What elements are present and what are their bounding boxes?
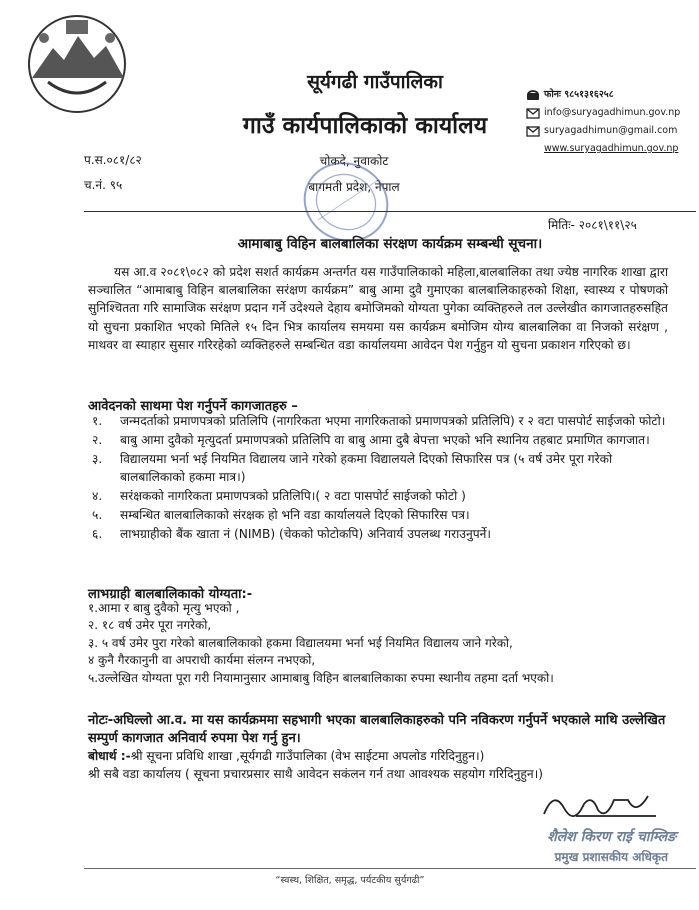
email-secondary[interactable]: suryagadhimun@gmail.com <box>544 125 678 136</box>
reference-block <box>84 148 142 198</box>
list-item: ३. ५ वर्ष उमेर पुरा गरेको बालबालिकाको हकमा विद्यालयमा भर्ना भई नियमित विद्यालय जाने गरेको, <box>88 635 513 650</box>
eligibility-heading: लाभग्राही बालबालिकाको योग्यता:- <box>88 587 253 602</box>
website-link[interactable]: www.suryagadhimun.gov.np <box>544 143 679 154</box>
phone-number: फोनः ९८५१३१६२५८ <box>544 89 614 100</box>
address-line1: चोकदे, नुवाकोट <box>319 154 389 168</box>
list-item: ४ कुनै गैरकानुनी वा अपराधी कार्यमा संलग्न नभएको, <box>88 653 316 668</box>
address-line2: बागमती प्रदेश, नेपाल <box>308 180 400 194</box>
dispatch-no: च.नं. ९५ <box>84 178 123 192</box>
list-item: ५.उल्लेखित योग्यता पूरा गरी नियामानुसार आमाबाबु विहिन बालबालिकाका रुपमा स्थानीय तहमा दर्ता भएको। <box>88 670 554 685</box>
nepal-emblem-icon <box>8 8 146 120</box>
list-item: १. जन्मदर्ताको प्रमाणपत्रको प्रतिलिपि (नागरिकता भएमा नागरिकताको प्रमाणपत्रको प्रतिलिपि) र २ वटा पासपोर्ट साईजको फोटो। <box>92 414 666 428</box>
list-item: २. १८ वर्ष उमेर पूरा नगरेको, <box>88 618 212 633</box>
list-item: २. बाबु आमा दुवैको मृत्युदर्ता प्रमाणपत्रको प्रतिलिपि वा बाबु आमा दुबै बेपत्ता भएको भनि स्थानिय तहबाट प्रमाणित कागजात। <box>92 433 650 447</box>
header-divider <box>84 211 696 212</box>
bodharth-line1: श्री सूचना प्रविधि शाखा ,सूर्यगढी गाउँपालिका (वेभ साईटमा अपलोड गरिदिनुहुन।) <box>130 749 485 763</box>
notice-subject: आमाबाबु विहिन बालबालिका संरक्षण कार्यक्रम सम्बन्धी सूचना। <box>237 236 543 252</box>
handwritten-signature-icon <box>536 786 666 826</box>
office-name: गाउँ कार्यपालिकाको कार्यालय <box>242 113 488 139</box>
notice-date: मितिः- २०८१\११\२५ <box>548 218 637 232</box>
list-item: ६. लाभग्राहीको बैंक खाता नं (NIMB) (चेकको फोटोकपि) अनिवार्य उपलब्ध गराउनुपर्ने। <box>92 526 492 541</box>
signatory-name: शैलेश किरण राई चाम्लिङ <box>547 829 676 845</box>
ref-no: प.स.०८१/८२ <box>84 153 142 167</box>
footer-divider <box>84 868 696 869</box>
list-item: ५. सम्बन्धित बालबालिकाको संरक्षक हो भनि वडा कार्यालयले दिएको सिफारिस पत्र। <box>92 507 470 522</box>
footer-slogan: “स्वस्थ, शिक्षित, समृद्ध, पर्यटकीय सुर्यगढी” <box>275 875 425 886</box>
eligibility-list <box>88 600 678 687</box>
phone-icon <box>526 90 540 101</box>
email-primary[interactable]: info@suryagadhimun.gov.np <box>544 107 681 118</box>
note-paragraph: नोटः-अघिल्लो आ.व. मा यस कार्यक्रममा सहभागी भएका बालबालिकाहरुको पनि नविकरण गर्नुपर्ने भएकाले माथि उल्लेखित सम्पुर्ण कागजात अनिवार्य रुपमा पेश गर्नु हुन। <box>88 713 666 746</box>
org-name: सूर्यगढी गाउँपालिका <box>307 71 443 93</box>
contact-block <box>526 86 698 158</box>
intro-paragraph: यस आ.व २०८१\०८२ को प्रदेश सशर्त कार्यक्रम अन्तर्गत यस गाउँपालिकाको महिला,बालबालिका तथा ज्येष्ठ नागरिक शाखा द्वारा सञ्चालित “आमाबाबु विहिन बालबालिका सरंक्षण कार्यक्रम” बाबु आमा दुवै गुमाएका बालबालिकाहरुको शिक्षा, स्वास्थ्य र पोषणको सुनिश्चितता गरि सामाजिक सरंक्षण प्रदान गर्ने उदेश्यले देहाय बमोजिमको योग्यता पुगेका व्यक्तिहरुले तल उल्लेखीत कागजातहरुसहित यो सुचना प्रकाशित भएको मितिले १५ दिन भित्र कार्यालय समयमा यस कार्यक्रम बमोजिम योग्य बालबालिका वा निजको सरंक्षण , माथवर वा स्याहार सुसार गरिरहेको व्यक्तिहरुले सम्बन्धित वडा कार्यालयमा आवेदन पेश गर्नुहुन यो सुचना प्रकाशन गरिएको छ। <box>88 265 668 352</box>
list-item: ३. विद्यालयमा भर्ना भई नियमित विद्यालय जाने गरेको हकमा विद्यालयले दिएको सिफारिस पत्र (५ वर्ष उमेर पूरा गरेको बालबालिकाको हकमा मात्र।) <box>92 452 613 484</box>
documents-list <box>92 413 677 545</box>
list-item: ४. सरंक्षकको नागरिकता प्रमाणपत्रको प्रतिलिपि।( २ वटा पासपोर्ट साईजको फोटो ) <box>92 488 466 503</box>
email-icon <box>526 126 540 137</box>
signatory-title: प्रमुख प्रशासकीय अधिकृत <box>554 850 668 864</box>
bodharth-block <box>88 748 683 783</box>
bodharth-label: बोधार्थ :- <box>88 749 131 763</box>
list-item: १.आमा र बाबु दुवैको मृत्यु भएको , <box>88 601 240 615</box>
documents-heading: आवेदनको साथमा पेश गर्नुपर्ने कागजातहरु – <box>88 399 298 414</box>
bodharth-line2: श्री सबै वडा कार्यालय ( सूचना प्रचारप्रसार साथै आवेदन सकंलन गर्न तथा आवश्यक सहयोग गरिदिनुहुन।) <box>88 766 543 781</box>
email-icon <box>526 108 540 119</box>
